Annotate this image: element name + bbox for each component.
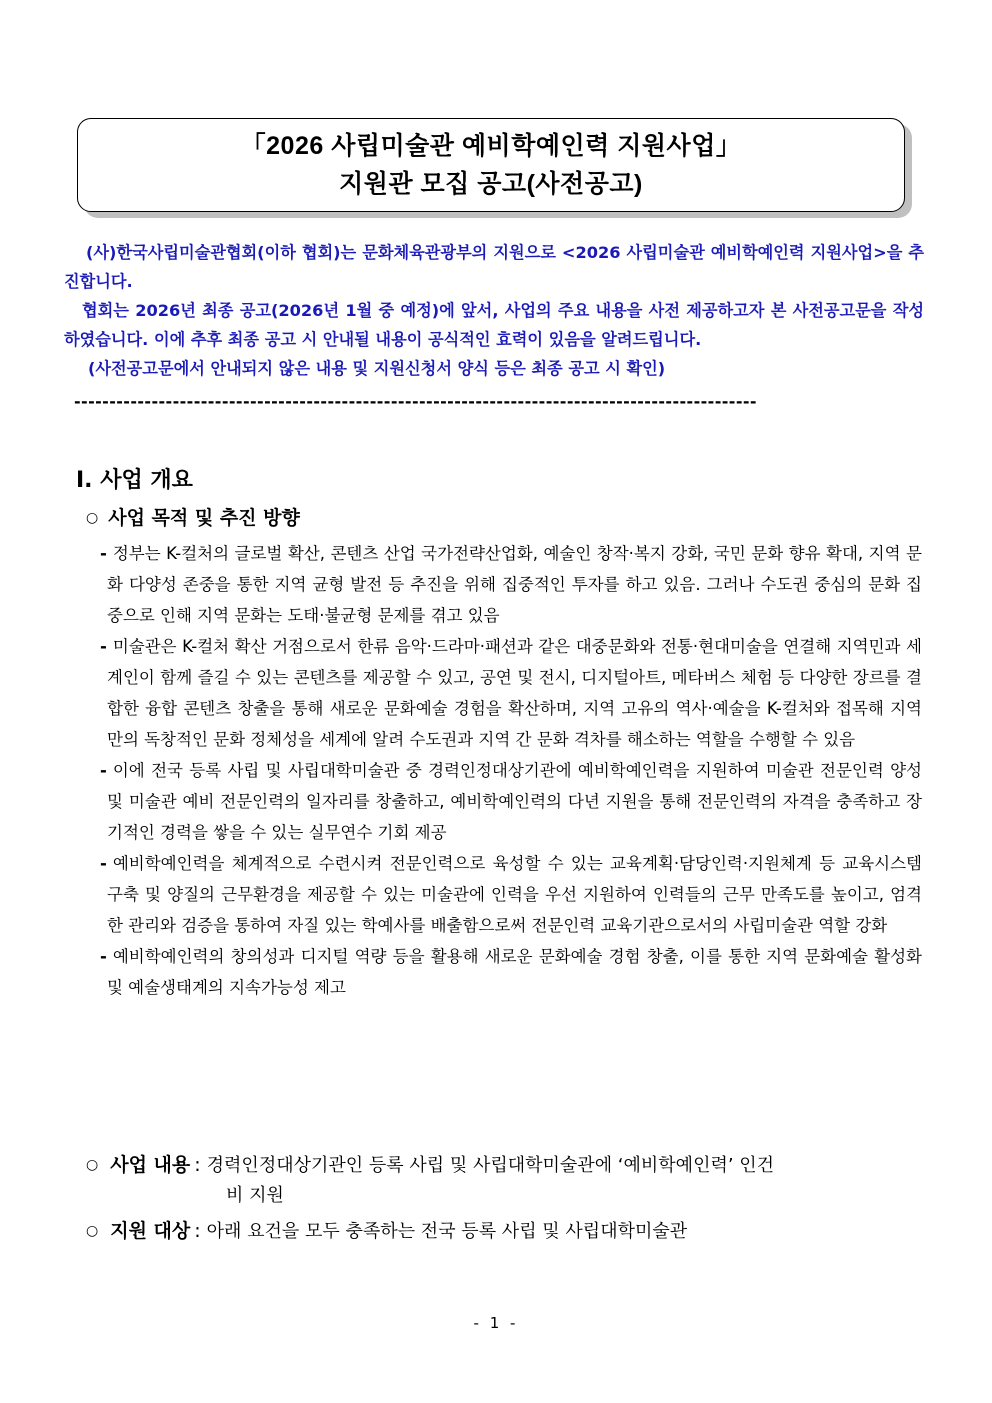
item-label: 사업 내용 [110, 1154, 191, 1176]
notice-paragraph-3: (사전공고문에서 안내되지 않은 내용 및 지원신청서 양식 등은 최종 공고 시 확인) [88, 359, 666, 378]
dash-marker: - [100, 637, 107, 656]
item-colon: : [194, 1154, 201, 1176]
dash-marker: - [100, 761, 107, 780]
notice-paragraph-1: (사)한국사립미술관협회(이하 협회)는 문화체육관광부의 지원으로 <2026 사립미술관 예비학예인력 지원사업>을 추진합니다. [64, 243, 924, 291]
title-line-1: 「2026 사립미술관 예비학예인력 지원사업」 [240, 132, 742, 160]
item-value: 경력인정대상기관인 등록 사립 및 사립대학미술관에 ‘예비학예인력’ 인건 [206, 1155, 775, 1176]
dash-marker: - [100, 544, 107, 563]
bullet-text: 예비학예인력을 체계적으로 수련시켜 전문인력으로 육성할 수 있는 교육계획‧담당인력‧지원체계 등 교육시스템 구축 및 양질의 근무환경을 제공할 수 있는 미술관에 인력을 우선 지원하여 인력들의 근무 만족도를 높이고, 엄격한 관리와 검증을 통하여 자질 있는 학예사를 배출함으로써 전문인력 교육기관으로서의 사립미술관 역할 강화 [107, 854, 922, 935]
item-label: 지원 대상 [110, 1220, 191, 1242]
item-value: 아래 요건을 모두 충족하는 전국 등록 사립 및 사립대학미술관 [206, 1221, 688, 1242]
bullet-item [100, 755, 922, 848]
subsection-title-text: 사업 목적 및 추진 방향 [108, 507, 300, 529]
bullet-item [100, 941, 922, 1003]
bullet-item [100, 848, 922, 941]
project-content-item [86, 1150, 926, 1211]
item-value-continued: 비 지원 [226, 1185, 284, 1206]
preliminary-notice [64, 238, 924, 383]
title-box [77, 118, 905, 212]
dashed-divider: ------------------------------------------------------------------------------------------------- [74, 392, 757, 411]
bullet-text: 미술관은 K-컬처 확산 거점으로서 한류 음악·드라마·패션과 같은 대중문화와 전통·현대미술을 연결해 지역민과 세계인이 함께 즐길 수 있는 콘텐츠를 제공할 수 있고, 공연 및 전시, 디지털아트, 메타버스 체험 등 다양한 장르를 결합한 융합 콘텐츠 창출을 통해 새로운 문화예술 경험을 확산하며, 지역 고유의 역사·예술을 K-컬처와 접목해 지역만의 독창적인 문화 정체성을 세계에 알려 수도권과 지역 간 문화 격차를 해소하는 역할을 수행할 수 있음 [107, 637, 922, 749]
subsection-title [86, 503, 300, 533]
page-number: - 1 - [473, 1314, 519, 1332]
title-line-2: 지원관 모집 공고(사전공고) [339, 170, 643, 198]
bullet-text: 예비학예인력의 창의성과 디지털 역량 등을 활용해 새로운 문화예술 경험 창출, 이를 통한 지역 문화예술 활성화 및 예술생태계의 지속가능성 제고 [107, 947, 922, 997]
item-colon: : [194, 1220, 201, 1242]
circle-bullet-icon: ○ [86, 1157, 99, 1173]
notice-paragraph-2: 협회는 2026년 최종 공고(2026년 1월 중 예정)에 앞서, 사업의 주요 내용을 사전 제공하고자 본 사전공고문을 작성하였습니다. 이에 추후 최종 공고 시 안내될 내용이 공식적인 효력이 있음을 알려드립니다. [64, 301, 924, 349]
section-title: Ⅰ. 사업 개요 [76, 468, 193, 493]
circle-bullet-icon: ○ [86, 510, 99, 526]
bullet-item [100, 631, 922, 755]
bullet-item [100, 538, 922, 631]
bullet-text: 이에 전국 등록 사립 및 사립대학미술관 중 경력인정대상기관에 예비학예인력을 지원하여 미술관 전문인력 양성 및 미술관 예비 전문인력의 일자리를 창출하고, 예비학예인력의 다년 지원을 통해 전문인력의 자격을 충족하고 장기적인 경력을 쌓을 수 있는 실무연수 기회 제공 [107, 761, 922, 842]
bullet-text: 정부는 K-컬처의 글로벌 확산, 콘텐츠 산업 국가전략산업화, 예술인 창작·복지 강화, 국민 문화 향유 확대, 지역 문화 다양성 존중을 통한 지역 균형 발전 등 추진을 위해 집중적인 투자를 하고 있음. 그러나 수도권 중심의 문화 집중으로 인해 지역 문화는 도태·불균형 문제를 겪고 있음 [107, 544, 922, 625]
dash-marker: - [100, 947, 107, 966]
circle-bullet-icon: ○ [86, 1223, 99, 1239]
dash-marker: - [100, 854, 107, 873]
support-target-item [86, 1216, 926, 1247]
purpose-bullet-list [100, 538, 922, 1003]
